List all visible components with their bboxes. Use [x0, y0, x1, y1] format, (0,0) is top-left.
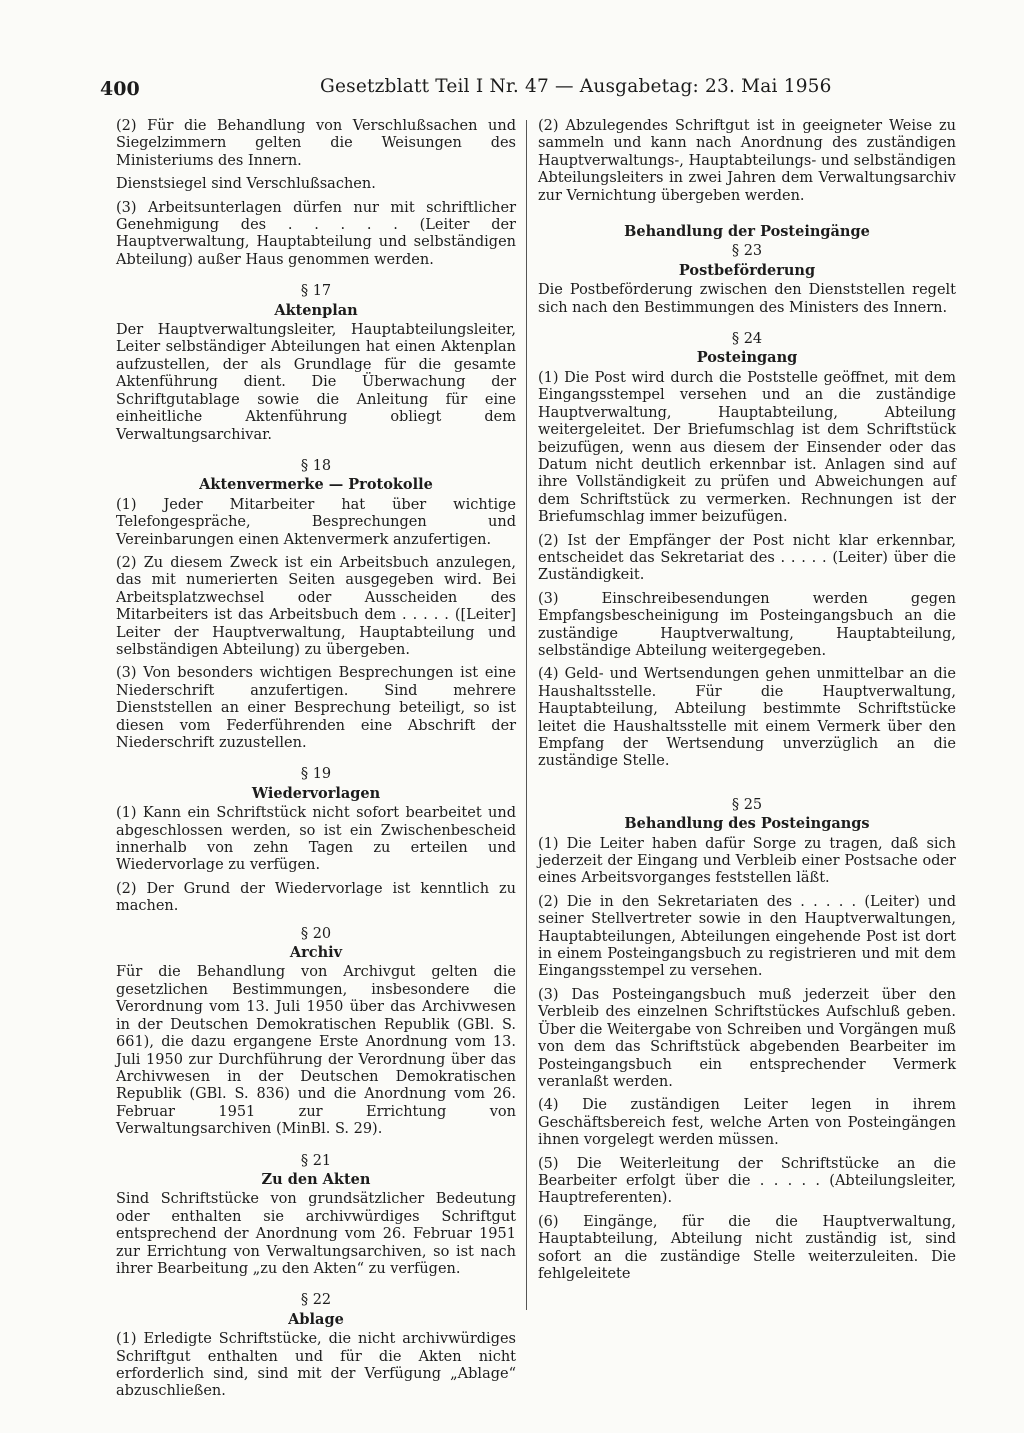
section-number: § 17 [300, 283, 332, 300]
paragraph: (1) Jeder Mitarbeiter hat über wichtige Telefongespräche, Besprechungen und Vereinbarungen einen Aktenvermerk anzufertigen. [116, 496, 516, 548]
paragraph: (1) Die Post wird durch die Poststelle geöffnet, mit dem Eingangsstempel versehen und an die zuständige Hauptverwaltung, Hauptabteilung, Abteilung weitergeleitet. Der Briefumschlag ist dem Schriftstück beizufügen, wenn aus diesem der Einsender oder das Datum nicht deutlich erkennbar ist. Anlagen sind auf ihre Vollständigkeit zu prüfen und Abweichungen auf dem Schriftstück zu vermerken. Rechnungen ist der Briefumschlag immer beizufügen. [538, 369, 956, 526]
section-heading: Aktenvermerke — Protokolle [199, 476, 433, 494]
paragraph: (2) Abzulegendes Schriftgut ist in geeigneter Weise zu sammeln und kann nach Anordnung des zuständigen Hauptverwaltungs-, Hauptabteilungs- und selbständigen Abteilungsleiters in zwei Jahren dem Verwaltungsarchiv zur Vernichtung übergeben werden. [538, 118, 956, 204]
section-heading: Postbeförderung [678, 261, 816, 279]
right-column [538, 118, 956, 1289]
paragraph: (5) Die Weiterleitung der Schriftstücke an die Bearbeiter erfolgt über die . . . . . (Abteilungsleiter, Hauptreferenten). [538, 1155, 956, 1207]
paragraph: (4) Geld- und Wertsendungen gehen unmittelbar an die Haushaltsstelle. Für die Hauptverwaltung, Hauptabteilung, Abteilung bestimmte Schriftstücke leitet die Haushaltsstelle mit einem Vermerk über den Empfang der Wertsendung unverzüglich an die zuständige Stelle. [538, 666, 956, 770]
paragraph: (3) Das Posteingangsbuch muß jederzeit über den Verbleib des einzelnen Schriftstückes Aufschluß geben. Über die Weitergabe von Schreiben und Vorgängen muß von dem das Schriftstück abgebenden Bearbeiter im Posteingangsbuch ein entsprechender Vermerk veranlaßt werden. [538, 986, 956, 1090]
section-heading: Archiv [289, 944, 343, 962]
section-number: § 19 [300, 766, 332, 783]
section-number: § 21 [300, 1152, 332, 1169]
paragraph: (2) Die in den Sekretariaten des . . . . . (Leiter) und seiner Stellvertreter sowie in den Hauptverwaltungen, Hauptabteilungen, Abteilungen eingehende Post ist dort in einem Posteingangsbuch zu registrieren und mit dem Eingangsstempel zu versehen. [538, 893, 956, 980]
section-heading: Wiedervorlagen [251, 784, 381, 802]
section-number: § 23 [731, 243, 763, 260]
section-heading: Ablage [288, 1310, 344, 1328]
section-number: § 20 [300, 925, 332, 942]
page-title: Gesetzblatt Teil I Nr. 47 — Ausgabetag: 23. Mai 1956 [320, 76, 832, 97]
paragraph: (1) Kann ein Schriftstück nicht sofort bearbeitet und abgeschlossen werden, so ist ein Zwischenbescheid innerhalb von zehn Tagen zu erteilen und Wiedervorlage zu verfügen. [116, 805, 516, 874]
page-header [100, 76, 920, 108]
section-number: § 25 [731, 796, 763, 813]
paragraph: (2) Ist der Empfänger der Post nicht klar erkennbar, entscheidet das Sekretariat des . . . . . (Leiter) über die Zuständigkeit. [538, 532, 956, 584]
paragraph: Dienstsiegel sind Verschlußsachen. [116, 176, 376, 193]
paragraph: Der Hauptverwaltungsleiter, Hauptabteilungsleiter, Leiter selbständiger Abteilungen hat einen Aktenplan aufzustellen, der als Grundlage für die gesamte Aktenführung dient. Die Überwachung der Schriftgutablage sowie die Anleitung für eine einheitliche Aktenführung obliegt dem Verwaltungsarchivar. [116, 322, 516, 443]
left-column [116, 118, 516, 1407]
section-heading: Posteingang [696, 349, 798, 367]
group-heading: Behandlung der Posteingänge [624, 223, 870, 241]
paragraph: (2) Zu diesem Zweck ist ein Arbeitsbuch anzulegen, das mit numerierten Seiten ausgegeben wird. Bei Arbeitsplatzwechsel oder Ausscheiden des Mitarbeiters ist das Arbeitsbuch dem . . . . . ([Leiter] Leiter der Hauptverwaltung, Hauptabteilung und selbständigen Abteilung) zu übergeben. [116, 554, 516, 658]
paragraph: (2) Der Grund der Wiedervorlage ist kenntlich zu machen. [116, 880, 516, 915]
paragraph: Für die Behandlung von Archivgut gelten die gesetzlichen Bestimmungen, insbesondere die Verordnung vom 13. Juli 1950 über das Archivwesen in der Deutschen Demokratischen Republik (GBl. S. 661), die dazu ergangene Erste Anordnung vom 13. Juli 1950 zur Durchführung der Verordnung über das Archivwesen in der Deutschen Demokratischen Republik (GBl. S. 836) und die Anordnung vom 26. Februar 1951 zur Errichtung von Verwaltungsarchiven (MinBl. S. 29). [116, 964, 516, 1138]
paragraph: Die Postbeförderung zwischen den Dienststellen regelt sich nach den Bestimmungen des Ministers des Innern. [538, 282, 956, 316]
paragraph: (3) Einschreibesendungen werden gegen Empfangsbescheinigung im Posteingangsbuch an die zuständige Hauptverwaltung, Hauptabteilung, selbständige Abteilung weitergegeben. [538, 590, 956, 659]
paragraph: (4) Die zuständigen Leiter legen in ihrem Geschäftsbereich fest, welche Arten von Posteingängen ihnen vorgelegt werden müssen. [538, 1097, 956, 1149]
paragraph: (3) Arbeitsunterlagen dürfen nur mit schriftlicher Genehmigung des . . . . . (Leiter der Hauptverwaltung, Hauptabteilung und selbständigen Abteilung) außer Haus genommen werden. [116, 199, 516, 268]
paragraph: (6) Eingänge, für die die Hauptverwaltung, Hauptabteilung, Abteilung nicht zuständig ist, sind sofort an die zuständige Stelle weiterzuleiten. Die fehlgeleitete [538, 1213, 956, 1282]
section-heading: Behandlung des Posteingangs [624, 815, 870, 833]
paragraph: (1) Die Leiter haben dafür Sorge zu tragen, daß sich jederzeit der Eingang und Verbleib einer Postsache oder eines Arbeitsvorganges feststellen läßt. [538, 835, 956, 887]
section-number: § 18 [300, 457, 332, 474]
section-heading: Zu den Akten [261, 1170, 371, 1188]
section-number: § 22 [300, 1292, 332, 1309]
paragraph: Sind Schriftstücke von grundsätzlicher Bedeutung oder enthalten sie archivwürdiges Schriftgut entsprechend der Anordnung vom 26. Februar 1951 zur Errichtung von Verwaltungsarchiven, so ist nach ihrer Bearbeitung „zu den Akten“ zu verfügen. [116, 1191, 516, 1277]
section-number: § 24 [731, 331, 763, 348]
page-number: 400 [100, 78, 140, 100]
section-heading: Aktenplan [274, 301, 358, 319]
paragraph: (1) Erledigte Schriftstücke, die nicht archivwürdiges Schriftgut enthalten und für die Akten nicht erforderlich sind, sind mit der Verfügung „Ablage“ abzuschließen. [116, 1331, 516, 1400]
paragraph: (3) Von besonders wichtigen Besprechungen ist eine Niederschrift anzufertigen. Sind mehrere Dienststellen an einer Besprechung beteiligt, so ist diesen vom Federführenden eine Abschrift der Niederschrift zuzustellen. [116, 665, 516, 751]
column-divider [526, 120, 527, 1310]
paragraph: (2) Für die Behandlung von Verschlußsachen und Siegelzimmern gelten die Weisungen des Ministeriums des Innern. [116, 118, 516, 169]
